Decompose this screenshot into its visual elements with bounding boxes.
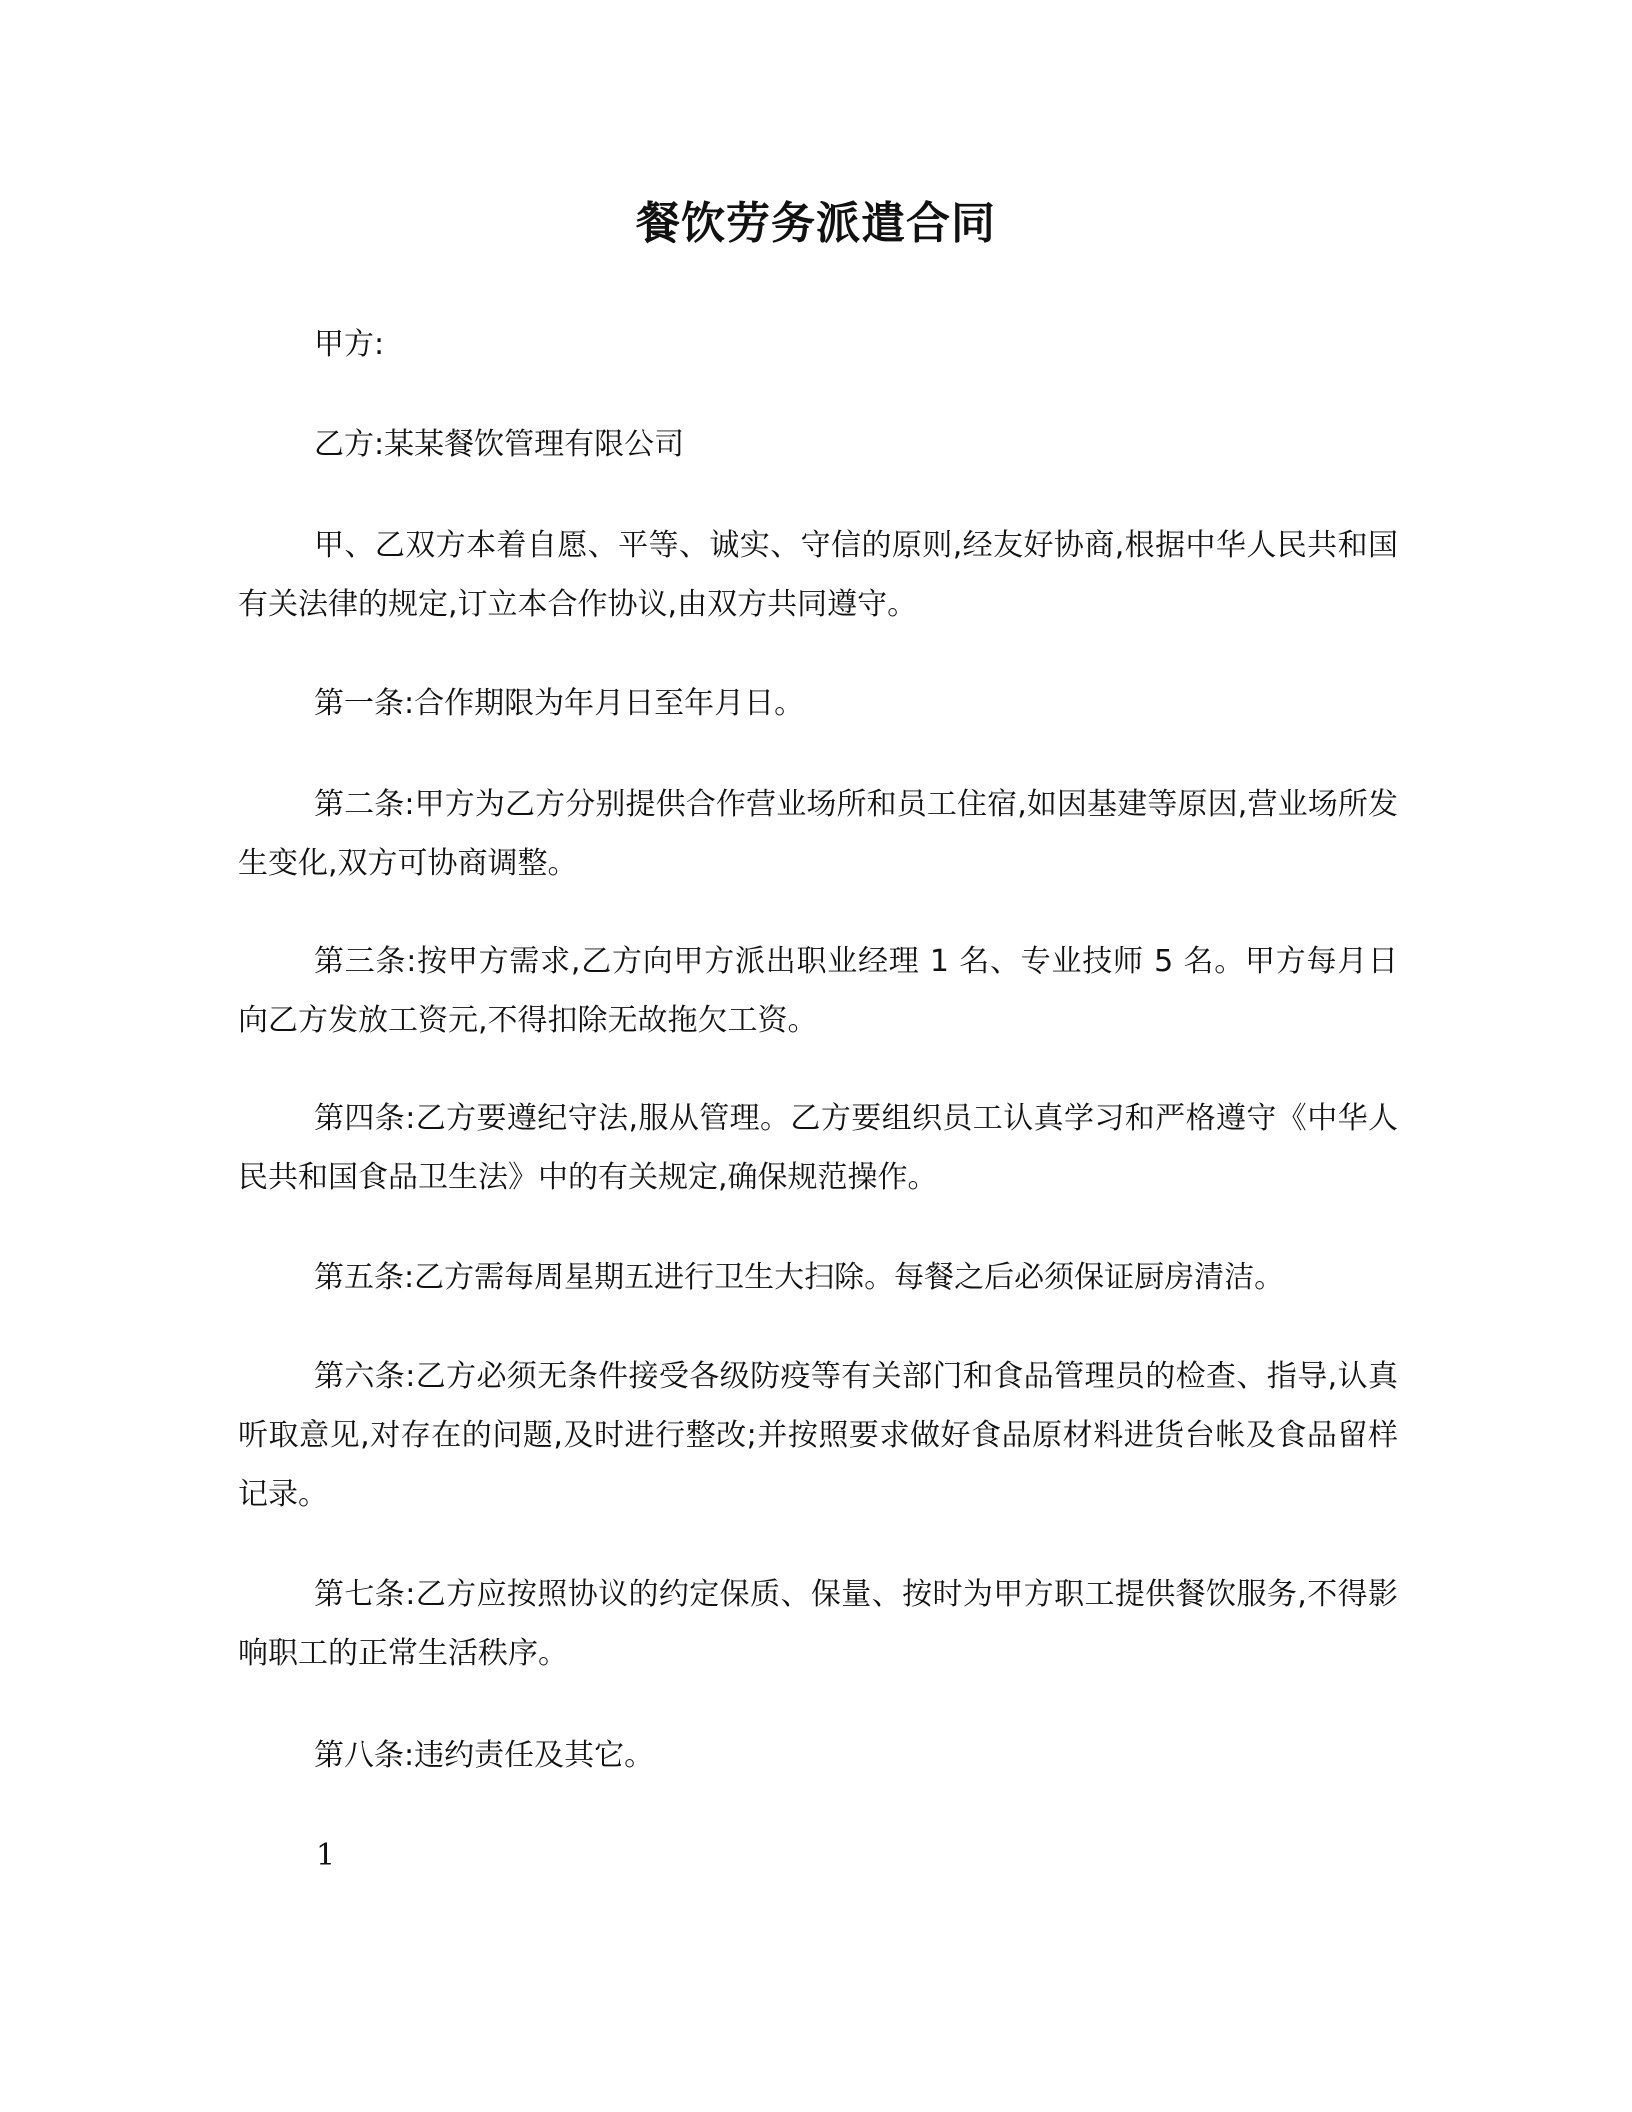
party-b-line: 乙方:某某餐饮管理有限公司 — [314, 427, 685, 462]
article-3: 第三条:按甲方需求,乙方向甲方派出职业经理 1 名、专业技师 5 名。甲方每月日向乙方发放工资元,不得扣除无故拖欠工资。 — [238, 944, 1398, 1038]
party-a-line: 甲方: — [314, 327, 385, 362]
article-6: 第六条:乙方必须无条件接受各级防疫等有关部门和食品管理员的检查、指导,认真听取意见,对存在的问题,及时进行整改;并按照要求做好食品原材料进货台帐及食品留样记录。 — [238, 1359, 1398, 1512]
article-2: 第二条:甲方为乙方分别提供合作营业场所和员工住宿,如因基建等原因,营业场所发生变化,双方可协商调整。 — [238, 787, 1398, 881]
intro-paragraph: 甲、乙双方本着自愿、平等、诚实、守信的原则,经友好协商,根据中华人民共和国有关法律的规定,订立本合作协议,由双方共同遵守。 — [238, 528, 1398, 622]
article-1: 第一条:合作期限为年月日至年月日。 — [314, 686, 805, 721]
document-title: 餐饮劳务派遣合同 — [636, 198, 996, 249]
article-8: 第八条:违约责任及其它。 — [314, 1738, 655, 1773]
page-number: 1 — [316, 1838, 336, 1873]
article-7: 第七条:乙方应按照协议的约定保质、保量、按时为甲方职工提供餐饮服务,不得影响职工的正常生活秩序。 — [238, 1577, 1398, 1671]
article-4: 第四条:乙方要遵纪守法,服从管理。乙方要组织员工认真学习和严格遵守《中华人民共和国食品卫生法》中的有关规定,确保规范操作。 — [238, 1101, 1398, 1195]
article-5: 第五条:乙方需每周星期五进行卫生大扫除。每餐之后必须保证厨房清洁。 — [314, 1260, 1285, 1295]
